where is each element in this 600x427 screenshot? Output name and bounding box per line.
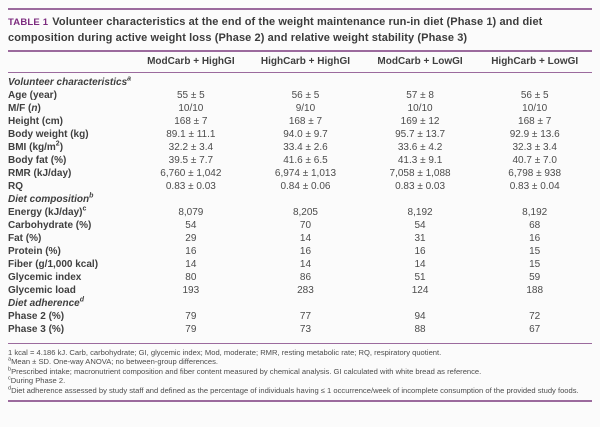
cell-value: 0.83 ± 0.04 <box>509 181 560 192</box>
data-table <box>8 52 592 336</box>
cell-value: 54 <box>414 220 426 231</box>
cell-value: 169 ± 12 <box>400 116 440 127</box>
cell-value: 188 <box>526 285 544 296</box>
cell-value: 10/10 <box>178 103 204 114</box>
cell-value: 6,760 ± 1,042 <box>160 168 222 179</box>
stub-header <box>8 52 134 73</box>
bottom-rule <box>8 400 592 402</box>
cell-value: 33.4 ± 2.6 <box>283 142 328 153</box>
section-header-label: Volunteer characteristics$^a$ <box>8 75 132 88</box>
cell-value: 51 <box>414 272 426 283</box>
row-label: Glycemic index <box>8 272 82 283</box>
table-row <box>8 167 592 180</box>
cell-value: 79 <box>185 311 197 322</box>
cell-value: 88 <box>414 324 426 335</box>
cell-value: 33.6 ± 4.2 <box>397 142 443 153</box>
column-header-modcarb-highgi: ModCarb + HighGI <box>134 52 249 73</box>
row-label: Fat (%) <box>8 233 42 244</box>
table-head <box>8 52 592 73</box>
table-row <box>8 154 592 167</box>
cell-value: 89.1 ± 11.1 <box>166 129 216 140</box>
cell-value: 15 <box>529 246 541 257</box>
cell-value: 92.9 ± 13.6 <box>509 129 560 140</box>
row-label: RMR (kJ/day) <box>8 168 72 179</box>
spacer <box>8 336 592 343</box>
cell-value: 14 <box>185 259 197 270</box>
cell-value: 32.2 ± 3.4 <box>168 142 214 153</box>
cell-value: 95.7 ± 13.7 <box>395 129 446 140</box>
cell-value: 8,192 <box>522 207 548 218</box>
cell-value: 0.83 ± 0.03 <box>395 181 446 192</box>
footnote: $^b$Prescribed intake; macronutrient composition and fiber content measured by chemical analysis. GI calculated with white bread as reference. <box>8 366 482 376</box>
cell-value: 32.3 ± 3.4 <box>512 142 557 153</box>
cell-value: 55 ± 5 <box>176 90 205 101</box>
cell-value: 15 <box>529 259 541 270</box>
cell-value: 8,079 <box>178 207 204 218</box>
table-row <box>8 245 592 258</box>
cell-value: 67 <box>529 324 541 335</box>
cell-value: 94 <box>414 311 426 322</box>
cell-value: 41.6 ± 6.5 <box>283 155 328 166</box>
cell-value: 70 <box>299 220 312 231</box>
cell-value: 77 <box>299 311 312 322</box>
footnote: 1 kcal = 4.186 kJ. Carb, carbohydrate; GI, glycemic index; Mod, moderate; RMR, resting metabolic rate; RQ, respiratory quotient. <box>8 348 442 357</box>
table-label: TABLE 1 <box>8 17 49 28</box>
cell-value: 29 <box>185 233 197 244</box>
row-label: Fiber (g/1,000 kcal) <box>8 259 99 270</box>
table-row <box>8 89 592 102</box>
cell-value: 16 <box>414 246 426 257</box>
table-row <box>8 206 592 219</box>
cell-value: 68 <box>529 220 541 231</box>
cell-value: 8,205 <box>292 207 318 218</box>
cell-value: 193 <box>182 285 200 296</box>
cell-value: 39.5 ± 7.7 <box>168 155 214 166</box>
table-row <box>8 232 592 245</box>
cell-value: 40.7 ± 7.0 <box>512 155 557 166</box>
row-label: Protein (%) <box>8 246 61 257</box>
table-row <box>8 128 592 141</box>
row-label: RQ <box>8 181 23 192</box>
table-row <box>8 102 592 115</box>
cell-value: 283 <box>297 285 314 296</box>
cell-value: 31 <box>414 233 426 244</box>
cell-value: 16 <box>529 233 541 244</box>
footnote: $^d$Diet adherence assessed by study staff and defined as the percentage of individuals having ≤ 1 occurrence/week of incomplete consumption of the provided study foods. <box>8 385 579 395</box>
cell-value: 0.84 ± 0.06 <box>280 181 331 192</box>
cell-value: 54 <box>185 220 197 231</box>
cell-value: 73 <box>299 324 312 335</box>
table-row <box>8 219 592 232</box>
cell-value: 57 ± 8 <box>406 90 434 101</box>
column-header-highcarb-lowgi: HighCarb + LowGI <box>477 52 592 73</box>
row-label: M/F (n) <box>8 103 41 114</box>
table-row <box>8 180 592 193</box>
cell-value: 14 <box>299 233 312 244</box>
column-header-modcarb-lowgi: ModCarb + LowGI <box>363 52 478 73</box>
section-header-label: Diet composition$^b$ <box>8 192 94 205</box>
row-label: Body fat (%) <box>8 155 67 166</box>
table-row <box>8 271 592 284</box>
table-row <box>8 115 592 128</box>
row-label: Glycemic load <box>8 285 76 296</box>
cell-value: 168 ± 7 <box>174 116 208 127</box>
section-header-label: Diet adherence$^d$ <box>8 296 84 309</box>
section-header-row <box>8 193 592 206</box>
footnote: $^c$During Phase 2. <box>8 375 66 386</box>
cell-value: 8,192 <box>407 207 433 218</box>
footnotes <box>8 344 592 400</box>
cell-value: 168 ± 7 <box>288 116 323 127</box>
table-row <box>8 141 592 154</box>
cell-value: 10/10 <box>407 103 433 114</box>
cell-value: 124 <box>411 285 429 296</box>
cell-value: 6,974 ± 1,013 <box>274 168 336 179</box>
cell-value: 14 <box>414 259 426 270</box>
cell-value: 80 <box>185 272 197 283</box>
cell-value: 7,058 ± 1,088 <box>389 168 451 179</box>
table-row <box>8 310 592 323</box>
cell-value: 16 <box>185 246 197 257</box>
cell-value: 6,798 ± 938 <box>508 168 562 179</box>
cell-value: 59 <box>529 272 541 283</box>
cell-value: 16 <box>299 246 312 257</box>
row-label: Phase 3 (%) <box>8 324 65 335</box>
row-label: Body weight (kg) <box>8 129 89 140</box>
table-row <box>8 284 592 297</box>
cell-value: 9/10 <box>295 103 316 114</box>
cell-value: 0.83 ± 0.03 <box>165 181 216 192</box>
row-label: Carbohydrate (%) <box>8 220 92 231</box>
cell-value: 94.0 ± 9.7 <box>283 129 328 140</box>
cell-value: 56 ± 5 <box>291 90 320 101</box>
cell-value: 10/10 <box>522 103 548 114</box>
cell-value: 56 ± 5 <box>520 90 549 101</box>
row-label: Age (year) <box>8 90 57 101</box>
cell-value: 14 <box>299 259 312 270</box>
row-label: Height (cm) <box>8 116 63 127</box>
column-header-row <box>8 52 592 73</box>
cell-value: 79 <box>185 324 197 335</box>
cell-value: 72 <box>529 311 541 322</box>
cell-value: 86 <box>299 272 312 283</box>
section-header-row <box>8 297 592 310</box>
table-caption <box>8 10 592 50</box>
table-row <box>8 323 592 336</box>
table-row <box>8 258 592 271</box>
cell-value: 41.3 ± 9.1 <box>397 155 443 166</box>
table-body <box>8 73 592 337</box>
cell-value: 168 ± 7 <box>518 116 552 127</box>
column-header-highcarb-highgi: HighCarb + HighGI <box>248 52 363 73</box>
footnote: $^a$Mean ± SD. One-way ANOVA; no between-group differences. <box>8 356 218 367</box>
row-label: Energy $(kJ/day)^c$ <box>8 205 87 218</box>
row-label: Phase 2 (%) <box>8 311 65 322</box>
section-header-row <box>8 73 592 90</box>
row-label: BMI $(kg/m^2)$ <box>8 140 64 153</box>
table-title: Volunteer characteristics at the end of the weight maintenance run-in diet (Phase 1) and diet composition during active weight loss (Phase 2) and relative weight stability (Phase 3) <box>8 16 543 44</box>
